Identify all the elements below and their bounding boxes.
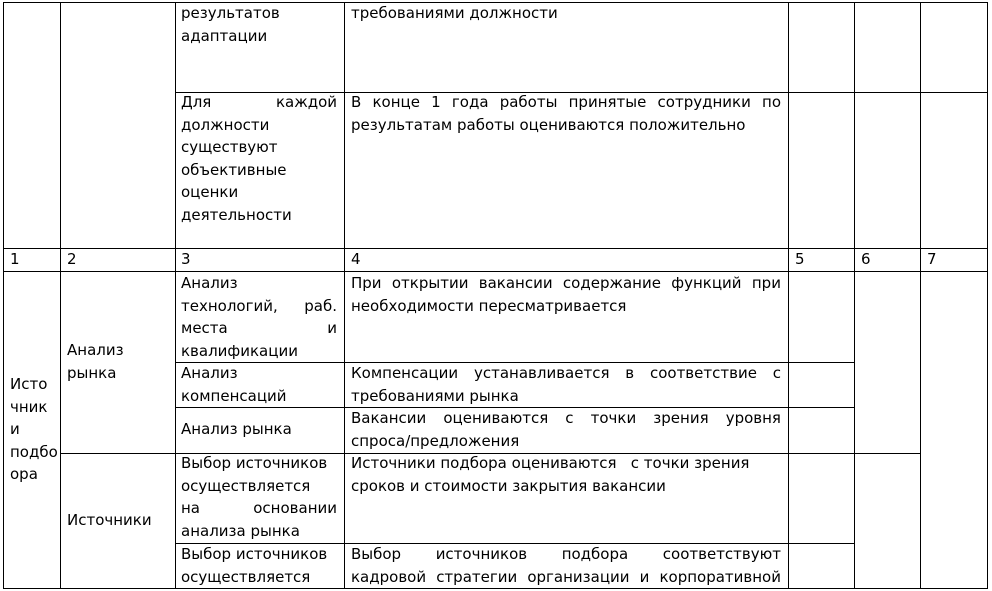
column-number: 2 bbox=[67, 250, 77, 268]
cell-text: Выбор источников осуществляется bbox=[181, 545, 328, 586]
column-number: 5 bbox=[795, 250, 805, 268]
column-divider bbox=[788, 2, 789, 589]
column-divider bbox=[175, 2, 176, 589]
group-label: Исто чник и подбо ора bbox=[10, 375, 58, 483]
row-divider bbox=[3, 248, 988, 249]
table-border-bottom bbox=[3, 588, 988, 589]
cell-text: Выбор источников подбора соответствуют кадровой стратегии организации и корпоративной bbox=[351, 545, 781, 586]
cell-text: требованиями должности bbox=[351, 4, 558, 22]
column-number: 1 bbox=[10, 250, 20, 268]
column-divider bbox=[60, 2, 61, 589]
column-number: 6 bbox=[861, 250, 871, 268]
cell-text: Вакансии оцениваются с точки зрения уровня спроса/предложения bbox=[351, 409, 781, 450]
cell-text: Анализ компенсаций bbox=[181, 364, 287, 405]
cell-text: Анализ рынка bbox=[181, 420, 292, 438]
cell-text: Для каждой должности существуют объективные оценки деятельности bbox=[181, 93, 337, 224]
column-divider bbox=[920, 2, 921, 589]
cell-text: Источники подбора оцениваются с точки зрения сроков и стоимости закрытия вакансии bbox=[351, 454, 750, 495]
column-divider bbox=[854, 2, 855, 589]
column-number: 7 bbox=[927, 250, 937, 268]
column-number: 3 bbox=[181, 250, 191, 268]
cell-text: В конце 1 года работы принятые сотрудники по результатам работы оцениваются положительно bbox=[351, 93, 781, 134]
column-number: 4 bbox=[351, 250, 361, 268]
cell-text: Компенсации устанавливается в соответствие с требованиями рынка bbox=[351, 364, 781, 405]
subgroup-label: Анализ рынка bbox=[67, 341, 124, 382]
cell-text: результатов адаптации bbox=[181, 4, 280, 45]
column-divider bbox=[344, 2, 345, 589]
cell-text: Выбор источников осуществляется на основании анализа рынка bbox=[181, 454, 337, 540]
subgroup-label: Источники bbox=[67, 511, 152, 529]
column-divider bbox=[3, 2, 4, 589]
table-border-right bbox=[987, 2, 988, 589]
cell-text: Анализ технологий, раб. места и квалификации bbox=[181, 274, 337, 360]
cell-text: При открытии вакансии содержание функций при необходимости пересматривается bbox=[351, 274, 781, 315]
